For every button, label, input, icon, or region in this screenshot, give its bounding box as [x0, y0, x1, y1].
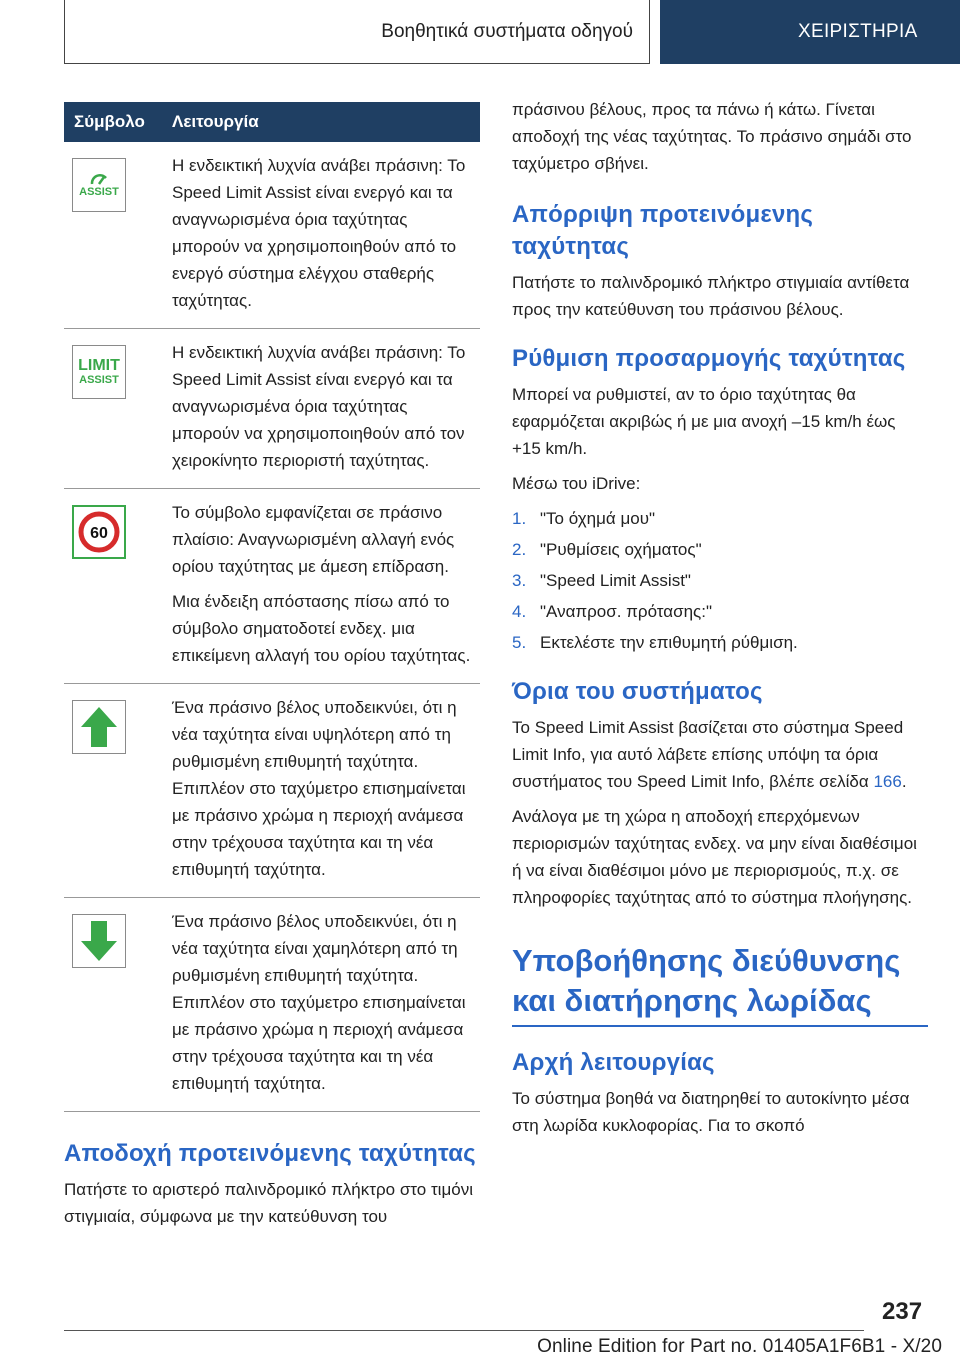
symbol-table-header [64, 102, 480, 142]
limits-heading: Όρια του συστήματος [512, 678, 763, 705]
footer-edition: Online Edition for Part no. 01405A1F6B1 - X/20 [537, 1336, 942, 1357]
limits-body: Το Speed Limit Assist βασίζεται στο σύστημα Speed Limit Info, για αυτό λάβετε επίσης υπόψη τα όρια συστήματος του Speed Limit Info, βλέπε σελίδα 166. [512, 718, 907, 791]
page-reference-link[interactable]: 166 [873, 772, 902, 791]
table-row [64, 329, 480, 489]
speed-limit-60-icon [72, 505, 126, 559]
row-description: Το σύμβολο εμφανίζεται σε πράσινο πλαίσιο: Αναγνωρισμένη αλλαγή ενός ορίου ταχύτητας με άμεση επίδραση. [172, 503, 455, 576]
limits-body-2: Ανάλογα με τη χώρα η αποδοχή επερχόμενων περιορισμών ταχύτητας ενδεχ. να μην είναι διαθέσιμοι ή να είναι διαθέσιμοι μόνο με περιορισμούς, π.χ. σε πληροφορίες ταχύτητας από το σύστημα πλοήγησης. [512, 807, 917, 907]
assist-icon-label: ASSIST [79, 186, 119, 198]
row-description: Η ενδεικτική λυχνία ανάβει πράσινη: Το Speed Limit Assist είναι ενεργό και τα αναγνωρισμένα όρια ταχύτητας μπορούν να χρησιμοποιηθούν από το ενεργό σύστημα ελέγχου σταθερής ταχύτητας. [172, 156, 466, 310]
chapter-title: ΧΕΙΡΙΣΤΗΡΙΑ [798, 21, 918, 42]
accept-body-continued: πράσινου βέλους, προς τα πάνω ή κάτω. Γίνεται αποδοχή της νέας ταχύτητας. Το πράσινο σημάδι στο ταχύμετρο σβήνει. [512, 100, 912, 173]
col-function-header: Λειτουργία [170, 102, 480, 142]
gauge-icon [84, 172, 114, 186]
limits-section [512, 676, 928, 911]
accept-body: Πατήστε το αριστερό παλινδρομικό πλήκτρο στο τιμόνι στιγμιαία, σύμφωνα με την κατεύθυνση του [64, 1180, 473, 1226]
accept-section [64, 1138, 480, 1230]
header-chapter-tab[interactable] [660, 0, 960, 64]
adjust-section [512, 343, 928, 656]
section-title: Βοηθητικά συστήματα οδηγού [381, 20, 633, 42]
limit-assist-icon [72, 345, 126, 399]
row-description: Ένα πράσινο βέλος υποδεικνύει, ότι η νέα ταχύτητα είναι χαμηλότερη από τη ρυθμισμένη επιθυμητή ταχύτητα. Επιπλέον στο ταχύμετρο επισημαίνεται με πράσινο χρώμα η περιοχή ανάμεσα στην τρέχουσα ταχύτητα και τη νέα επιθυμητή ταχύτητα. [172, 912, 466, 1093]
reject-body: Πατήστε το παλινδρομικό πλήκτρο στιγμιαία αντίθετα προς την κατεύθυνση του πράσινου βέλους. [512, 273, 910, 319]
assist-label: ASSIST [79, 374, 119, 386]
symbol-table [64, 102, 480, 1112]
arrow-up-icon [72, 700, 126, 754]
speed-sign-icon [78, 511, 120, 553]
arrow-down-icon [72, 914, 126, 968]
table-row [64, 142, 480, 329]
principle-heading: Αρχή λειτουργίας [512, 1049, 715, 1076]
lane-section [512, 941, 928, 1139]
lane-section-title: Υποβοήθησης διεύθυνσης και διατήρησης λωρίδας [512, 943, 901, 1018]
header-section-title [64, 0, 650, 64]
speed-value: 60 [90, 525, 108, 542]
adjust-via: Μέσω του iDrive: [512, 474, 641, 493]
adjust-body: Μπορεί να ρυθμιστεί, αν το όριο ταχύτητας θα εφαρμόζεται ακριβώς ή με μια ανοχή –15 km/h έως +15 km/h. [512, 385, 896, 458]
table-row [64, 489, 480, 684]
reject-heading: Απόρριψη προτεινόμενης ταχύτητας [512, 201, 814, 260]
col-symbol-header: Σύμβολο [64, 102, 170, 142]
row-description: Ένα πράσινο βέλος υποδεικνύει, ότι η νέα ταχύτητα είναι υψηλότερη από τη ρυθμισμένη επιθυμητή ταχύτητα. Επιπλέον στο ταχύμετρο επισημαίνεται με πράσινο χρώμα η περιοχή ανάμεσα στην τρέχουσα ταχύτητα και τη νέα επιθυμητή ταχύτητα. [172, 698, 466, 879]
principle-body: Το σύστημα βοηθά να διατηρηθεί το αυτοκίνητο μέσα στη λωρίδα κυκλοφορίας. Για το σκοπό [512, 1089, 910, 1135]
list-item: 2. "Ρυθμίσεις οχήματος" [512, 540, 702, 559]
reject-section [512, 199, 928, 323]
accept-heading: Αποδοχή προτεινόμενης ταχύτητας [64, 1140, 476, 1167]
page-number: 237 [882, 1298, 923, 1325]
limit-label: LIMIT [78, 357, 120, 374]
footer-divider [64, 1330, 864, 1331]
idrive-steps [512, 505, 928, 656]
table-row [64, 684, 480, 898]
row-description-extra: Μια ένδειξη απόστασης πίσω από το σύμβολο σηματοδοτεί ενδεχ. μια επικείμενη αλλαγή του ορίου ταχύτητας. [172, 592, 471, 665]
list-item: 4. "Αναπροσ. πρότασης:" [512, 602, 713, 621]
list-item: 1. "Το όχημά μου" [512, 509, 656, 528]
left-column [64, 102, 480, 1238]
assist-icon [72, 158, 126, 212]
list-item: 5. Εκτελέστε την επιθυμητή ρύθμιση. [512, 633, 798, 652]
table-row [64, 898, 480, 1112]
list-item: 3. "Speed Limit Assist" [512, 571, 691, 590]
adjust-heading: Ρύθμιση προσαρμογής ταχύτητας [512, 345, 906, 372]
right-column [512, 96, 928, 1147]
row-description: Η ενδεικτική λυχνία ανάβει πράσινη: Το Speed Limit Assist είναι ενεργό και τα αναγνωρισμένα όρια ταχύτητας μπορούν να χρησιμοποιηθούν από τον χειροκίνητο περιοριστή ταχύτητας. [172, 343, 466, 470]
